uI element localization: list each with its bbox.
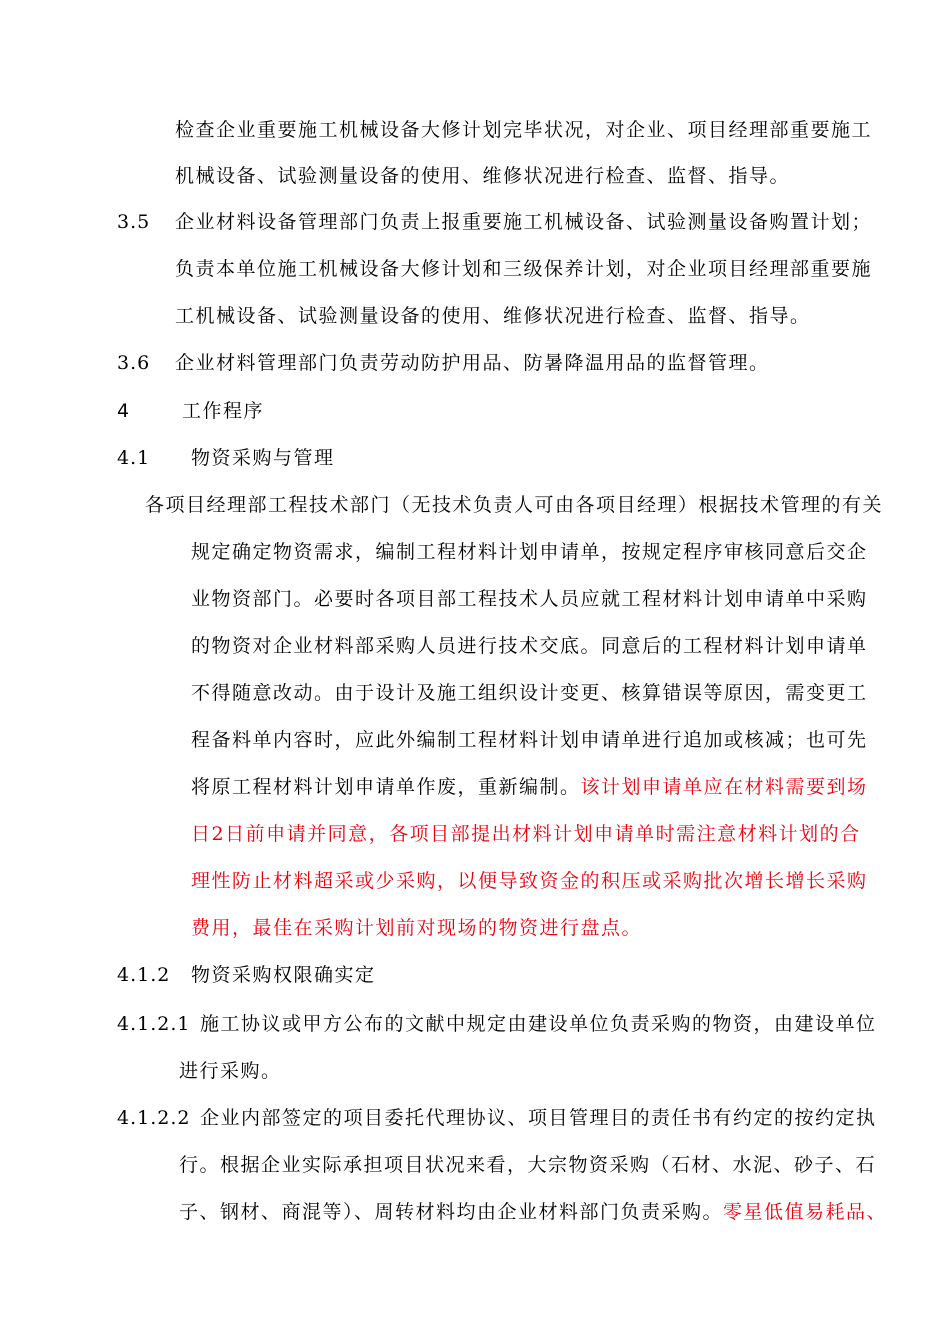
text-line: 企业材料设备管理部门负责上报重要施工机械设备、试验测量设备购置计划； [175, 211, 873, 233]
highlighted-text: 日2日前申请并同意，各项目部提出材料计划申请单时需注意材料计划的合 [191, 823, 861, 845]
text-line: 各项目经理部工程技术部门（无技术负责人可由各项目经理）根据技术管理的有关 [145, 494, 884, 516]
section-number: 3.5 [117, 211, 151, 233]
section-number: 4.1.2 [117, 964, 171, 986]
text-line: 程备料单内容时，应此外编制工程材料计划申请单进行追加或核减；也可先 [191, 729, 868, 751]
text-segment: 将原工程材料计划申请单作废，重新编制。 [191, 776, 581, 798]
text-line: 机械设备、试验测量设备的使用、维修状况进行检查、监督、指导。 [175, 165, 791, 187]
highlighted-text: 费用，最佳在采购计划前对现场的物资进行盘点。 [191, 917, 643, 939]
text-line: 业物资部门。必要时各项目部工程技术人员应就工程材料计划申请单中采购 [191, 588, 868, 610]
text-segment: 子、钢材、商混等）、周转材料均由企业材料部门负责采购。 [179, 1201, 724, 1223]
text-line [179, 1200, 887, 1224]
text-line: 进行采购。 [179, 1060, 282, 1082]
section-number: 3.6 [117, 352, 151, 374]
text-line: 负责本单位施工机械设备大修计划和三级保养计划，对企业项目经理部重要施 [175, 258, 873, 280]
section-heading: 工作程序 [182, 400, 265, 422]
section-number: 4.1.2.1 [117, 1013, 191, 1035]
text-line: 工机械设备、试验测量设备的使用、维修状况进行检查、监督、指导。 [175, 305, 811, 327]
text-line: 行。根据企业实际承担项目状况来看，大宗物资采购（石材、水泥、砂子、石 [179, 1154, 877, 1176]
section-heading: 物资采购权限确实定 [191, 964, 376, 986]
text-line: 的物资对企业材料部采购人员进行技术交底。同意后的工程材料计划申请单 [191, 635, 868, 657]
text-line [191, 775, 868, 799]
text-line: 企业材料管理部门负责劳动防护用品、防暑降温用品的监督管理。 [175, 352, 770, 374]
section-number: 4 [117, 400, 131, 422]
text-line: 规定确定物资需求，编制工程材料计划申请单，按规定程序审核同意后交企 [191, 541, 868, 563]
highlighted-text: 理性防止材料超采或少采购，以便导致资金的积压或采购批次增长增长采购 [191, 870, 868, 892]
text-line: 检查企业重要施工机械设备大修计划完毕状况，对企业、项目经理部重要施工 [175, 119, 873, 141]
text-line: 施工协议或甲方公布的文献中规定由建设单位负责采购的物资，由建设单位 [200, 1013, 877, 1035]
highlighted-text: 零星低值易耗品、 [723, 1201, 888, 1223]
section-heading: 物资采购与管理 [191, 447, 335, 469]
highlighted-text: 该计划申请单应在材料需要到场 [580, 776, 868, 798]
section-number: 4.1.2.2 [117, 1107, 191, 1129]
section-number: 4.1 [117, 447, 151, 469]
text-line: 不得随意改动。由于设计及施工组织设计变更、核算错误等原因，需变更工 [191, 682, 868, 704]
text-line: 企业内部签定的项目委托代理协议、项目管理目的责任书有约定的按约定执 [200, 1107, 877, 1129]
